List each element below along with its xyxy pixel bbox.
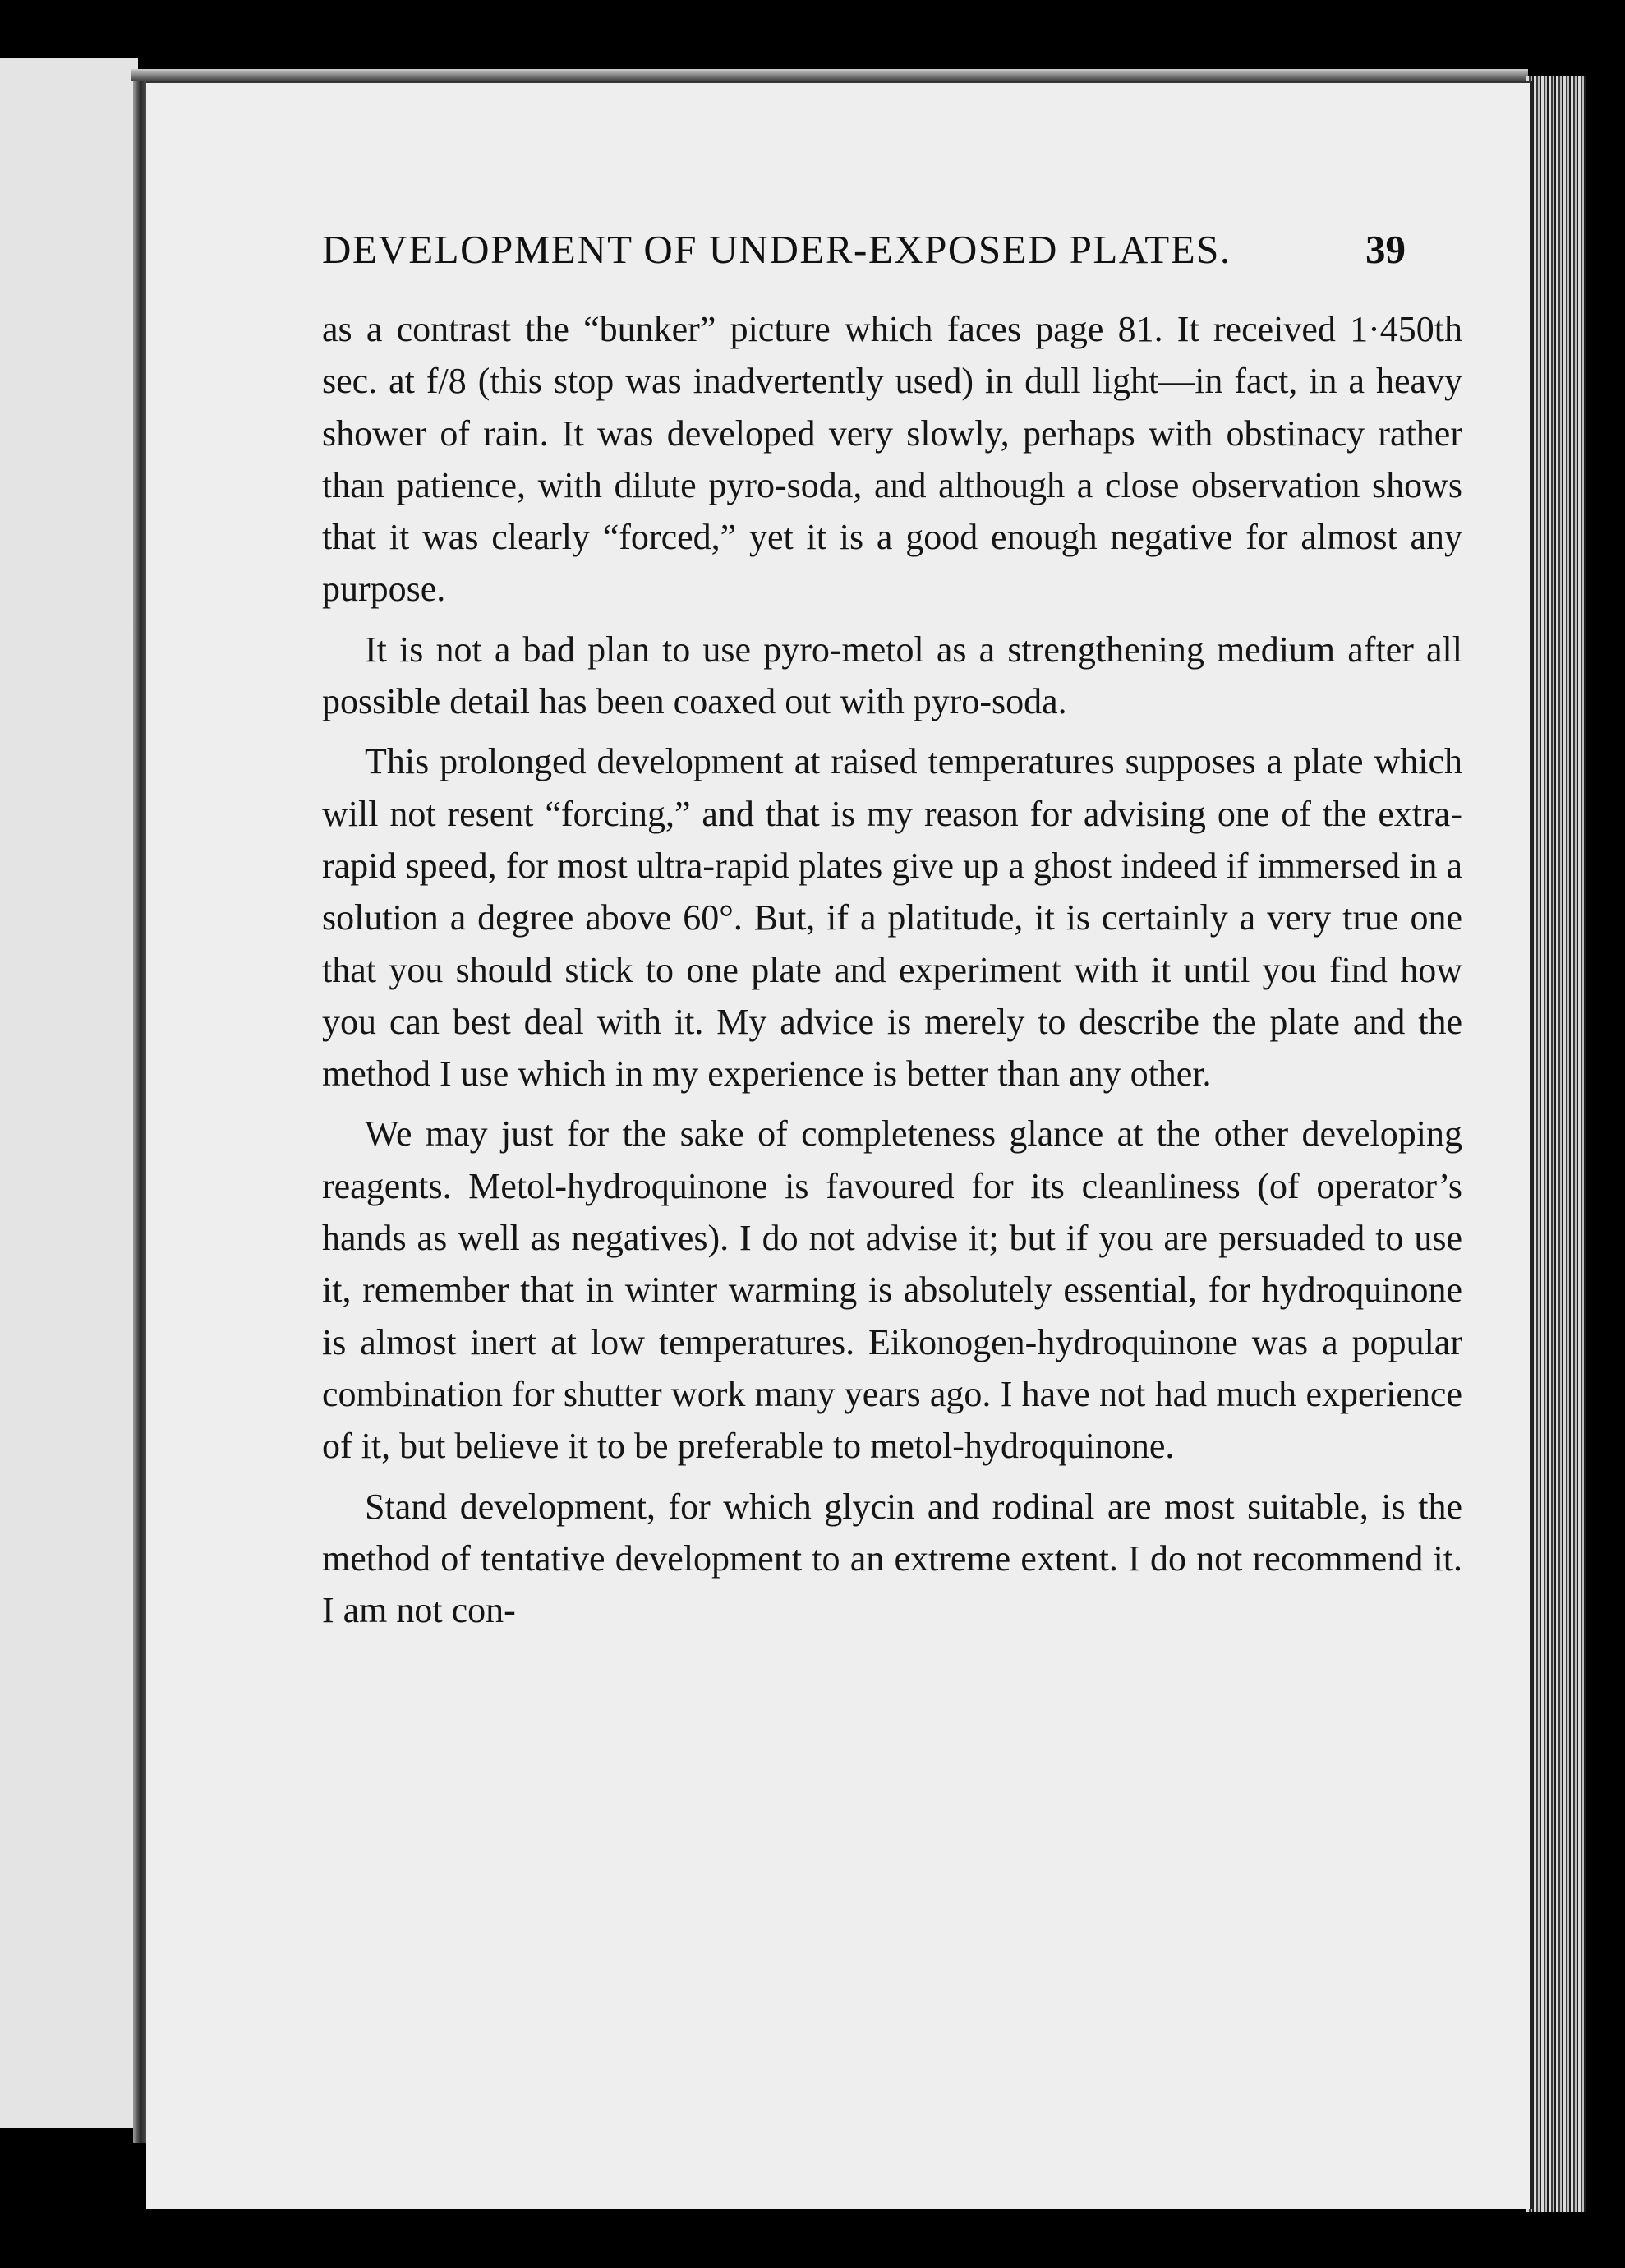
paragraph-4: We may just for the sake of completeness glance at the other developing reagents. Metol-hydroquinone is favoured for its cleanliness (of operator’s hands as well as negatives). I do not advise it; but if you are persuaded to use it, remember that in winter warming is absolutely essential, for hydroquinone is almost inert at low temperatures. Eikonogen-hydroquinone was a popular combination for shutter work many years ago. I have not had much experience of it, but believe it to be preferable to metol-hydroquinone. xyxy=(322,1113,1462,1467)
paragraph-2: It is not a bad plan to use pyro-metol as a strengthening medium after all possible detail has been coaxed out with pyro-soda. xyxy=(322,629,1462,722)
paragraph-3: This prolonged development at raised temperatures supposes a plate which will not resent “forcing,” and that is my reason for advising one of the extra-rapid speed, for most ultra-rapid plates give up a ghost indeed if immersed in a solution a degree above 60°. But, if a platitude, it is certainly a very true one that you should stick to one plate and experiment with it until you find how you can best deal with it. My advice is merely to describe the plate and the method I use which in my experience is better than any other. xyxy=(322,741,1462,1095)
body-text xyxy=(322,303,1462,1636)
book-page xyxy=(146,81,1533,2209)
paragraph-5: Stand development, for which glycin and rodinal are most suitable, is the method of tentative development to an extreme extent. I do not recommend it. I am not con- xyxy=(322,1486,1462,1631)
page-number: 39 xyxy=(1365,227,1406,272)
page-top-edge xyxy=(131,69,1528,81)
running-head-title: DEVELOPMENT OF UNDER-EXPOSED PLATES. xyxy=(322,227,1231,272)
left-page-edge xyxy=(0,58,138,2128)
paragraph-1: as a contrast the “bunker” picture which faces page 81. It received 1·450th sec. at f/8 (this stop was inadvertently used) in dull light—in fact, in a heavy shower of rain. It was developed very slowly, perhaps with obstinacy rather than patience, with dilute pyro-soda, and although a close observation shows that it was clearly “forced,” yet it is a good enough negative for almost any purpose. xyxy=(322,309,1462,610)
page-stack-edges xyxy=(1526,76,1586,2212)
